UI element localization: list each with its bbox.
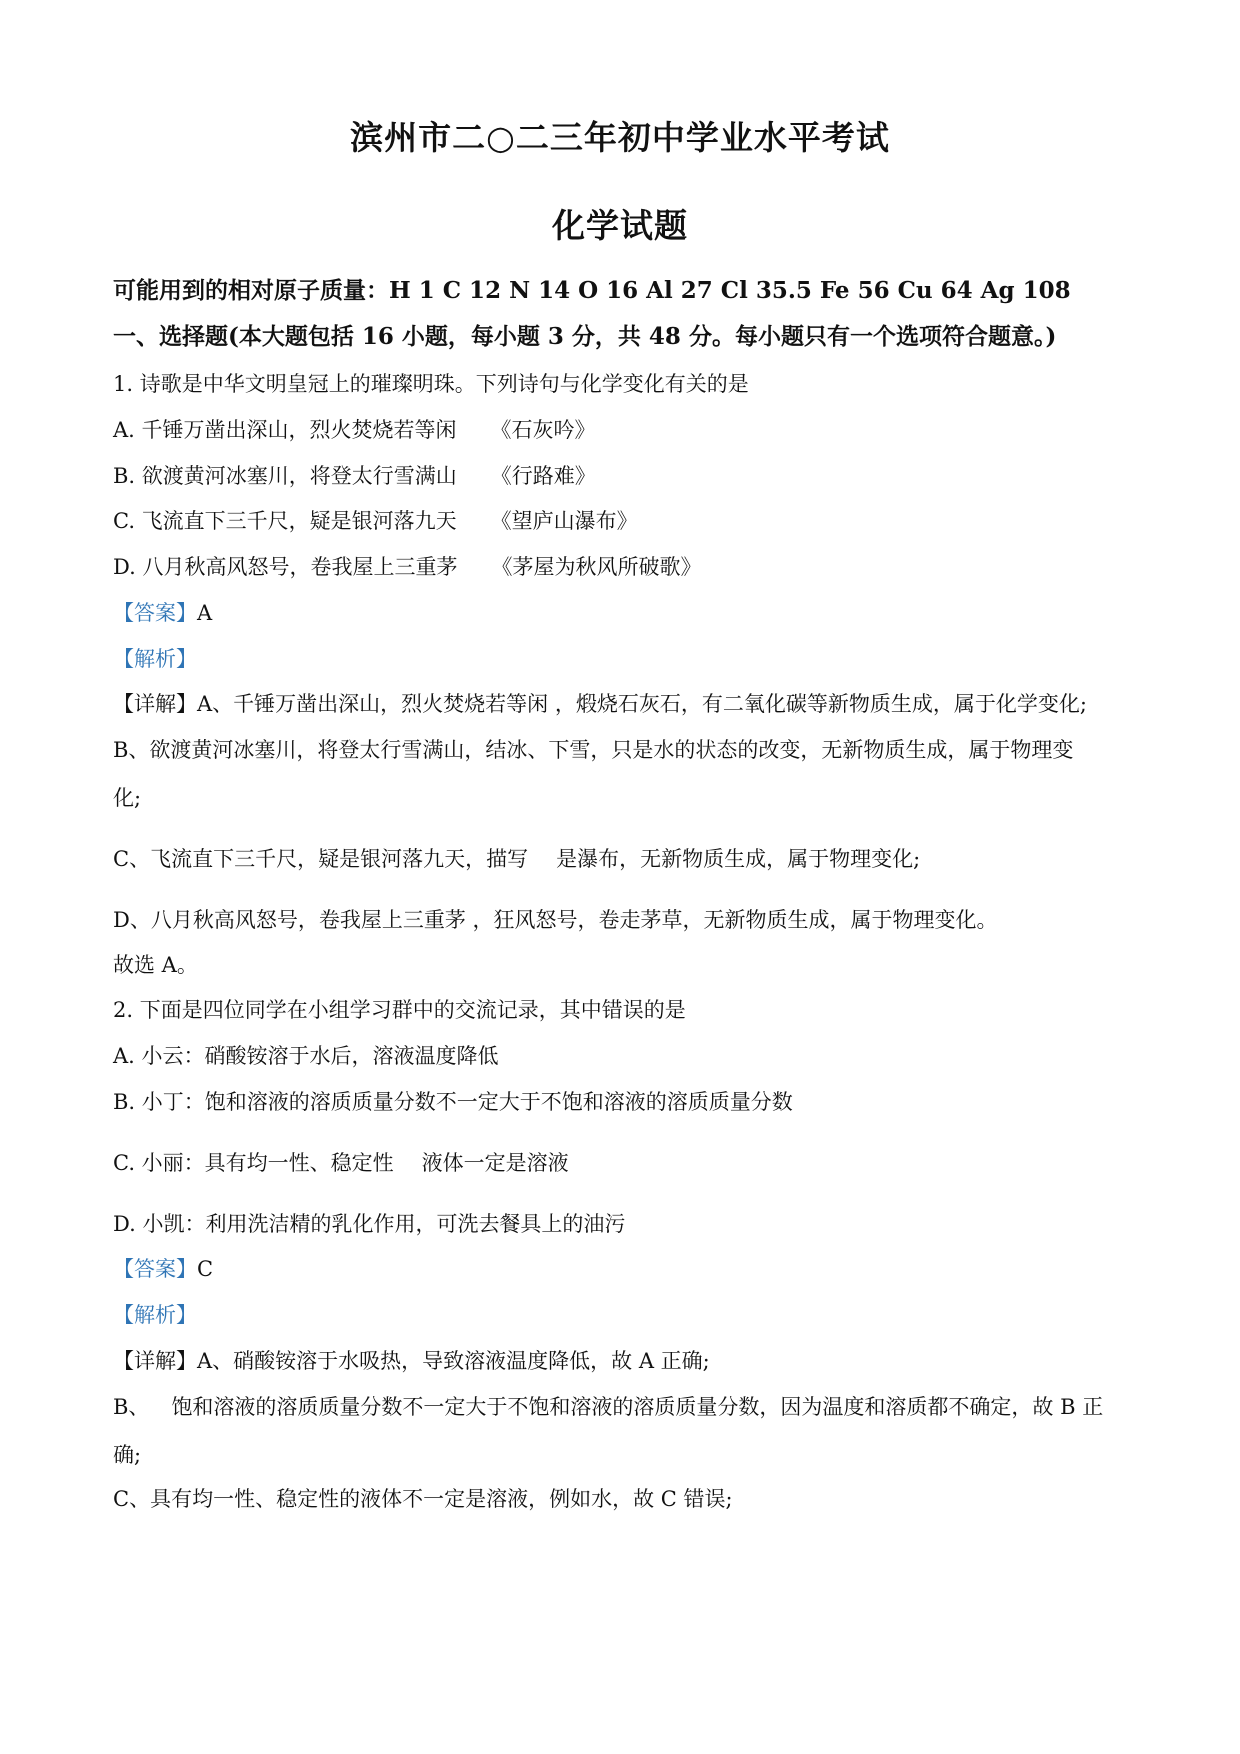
- q1-option-a: [113, 414, 596, 444]
- q1-detail-b: B、欲渡黄河冰塞川，将登太行雪满山，结冰、下雪，只是水的状态的改变，无新物质生成，属于物理变: [113, 738, 1074, 762]
- q1-detail-b-cont: 化;: [113, 786, 142, 810]
- q1-option-d: [113, 551, 701, 581]
- q1-option-b-text: B. 欲渡黄河冰塞川，将登太行雪满山: [113, 464, 457, 488]
- q2-answer-value: C: [197, 1257, 214, 1281]
- q2-detail-label: 【详解】: [113, 1349, 197, 1373]
- q1-detail-a-text: A、千锤万凿出深山，烈火焚烧若等闲 ，煅烧石灰石，有二氧化碳等新物质生成，属于化学变化;: [197, 692, 1087, 716]
- q1-detail-a: [113, 688, 1087, 718]
- q1-option-c-text: C. 飞流直下三千尺，疑是银河落九天: [113, 509, 457, 533]
- q1-option-c: [113, 505, 638, 535]
- atomic-masses: 可能用到的相对原子质量：H 1 C 12 N 14 O 16 Al 27 Cl 35.5 Fe 56 Cu 64 Ag 108: [113, 277, 1071, 304]
- q1-detail-c-post: 是瀑布，无新物质生成，属于物理变化;: [556, 847, 921, 871]
- q1-option-d-text: D. 八月秋高风怒号，卷我屋上三重茅: [113, 555, 458, 579]
- exam-subtitle: 化学试题: [552, 206, 688, 245]
- q2-option-b: B. 小丁：饱和溶液的溶质质量分数不一定大于不饱和溶液的溶质质量分数: [113, 1090, 793, 1114]
- q1-option-a-source: 《石灰吟》: [490, 418, 596, 442]
- q1-detail-c-pre: C、飞流直下三千尺，疑是银河落九天，描写: [113, 847, 529, 871]
- q2-detail-a: [113, 1345, 710, 1375]
- q1-option-b-source: 《行路难》: [490, 464, 596, 488]
- q1-option-b: [113, 460, 596, 490]
- q2-detail-b-post: 饱和溶液的溶质质量分数不一定大于不饱和溶液的溶质质量分数，因为温度和溶质都不确定，故 B 正: [171, 1395, 1104, 1419]
- q1-stem: 1. 诗歌是中华文明皇冠上的璀璨明珠。下列诗句与化学变化有关的是: [113, 372, 749, 396]
- q1-answer-label: 【答案】: [113, 601, 197, 625]
- q2-detail-b-pre: B、: [113, 1395, 150, 1419]
- q2-detail-b-cont: 确;: [113, 1443, 142, 1467]
- q2-option-c-post: 液体一定是溶液: [421, 1151, 569, 1175]
- q1-option-c-source: 《望庐山瀑布》: [490, 509, 638, 533]
- q1-detail-d: D、八月秋高风怒号，卷我屋上三重茅 ，狂风怒号，卷走茅草，无新物质生成，属于物理变化。: [113, 908, 998, 932]
- q1-answer-value: A: [197, 601, 213, 625]
- q1-detail-label: 【详解】: [113, 692, 197, 716]
- q1-analysis-label: 【解析】: [113, 647, 197, 671]
- q2-analysis-label: 【解析】: [113, 1303, 197, 1327]
- q2-detail-b: [113, 1391, 1103, 1421]
- q2-detail-a-text: A、硝酸铵溶于水吸热，导致溶液温度降低，故 A 正确;: [197, 1349, 710, 1373]
- q2-option-c-pre: C. 小丽：具有均一性、稳定性: [113, 1151, 394, 1175]
- exam-title: 滨州市二○二三年初中学业水平考试: [350, 118, 890, 157]
- q1-answer: [113, 597, 212, 627]
- q2-option-a: A. 小云：硝酸铵溶于水后，溶液温度降低: [113, 1044, 499, 1068]
- q1-conclusion: 故选 A。: [113, 953, 198, 977]
- q2-stem: 2. 下面是四位同学在小组学习群中的交流记录，其中错误的是: [113, 998, 686, 1022]
- q1-detail-c: [113, 843, 920, 873]
- q2-detail-c: C、具有均一性、稳定性的液体不一定是溶液，例如水，故 C 错误;: [113, 1487, 733, 1511]
- q2-answer-label: 【答案】: [113, 1257, 197, 1281]
- section-heading: 一、选择题(本大题包括 16 小题，每小题 3 分，共 48 分。每小题只有一个选项符合题意。): [113, 323, 1057, 350]
- q2-option-c: [113, 1147, 569, 1177]
- q2-option-d: D. 小凯：利用洗洁精的乳化作用，可洗去餐具上的油污: [113, 1212, 626, 1236]
- q1-option-d-source: 《茅屋为秋风所破歌》: [491, 555, 702, 579]
- q1-option-a-text: A. 千锤万凿出深山，烈火焚烧若等闲: [113, 418, 457, 442]
- q2-answer: [113, 1253, 213, 1283]
